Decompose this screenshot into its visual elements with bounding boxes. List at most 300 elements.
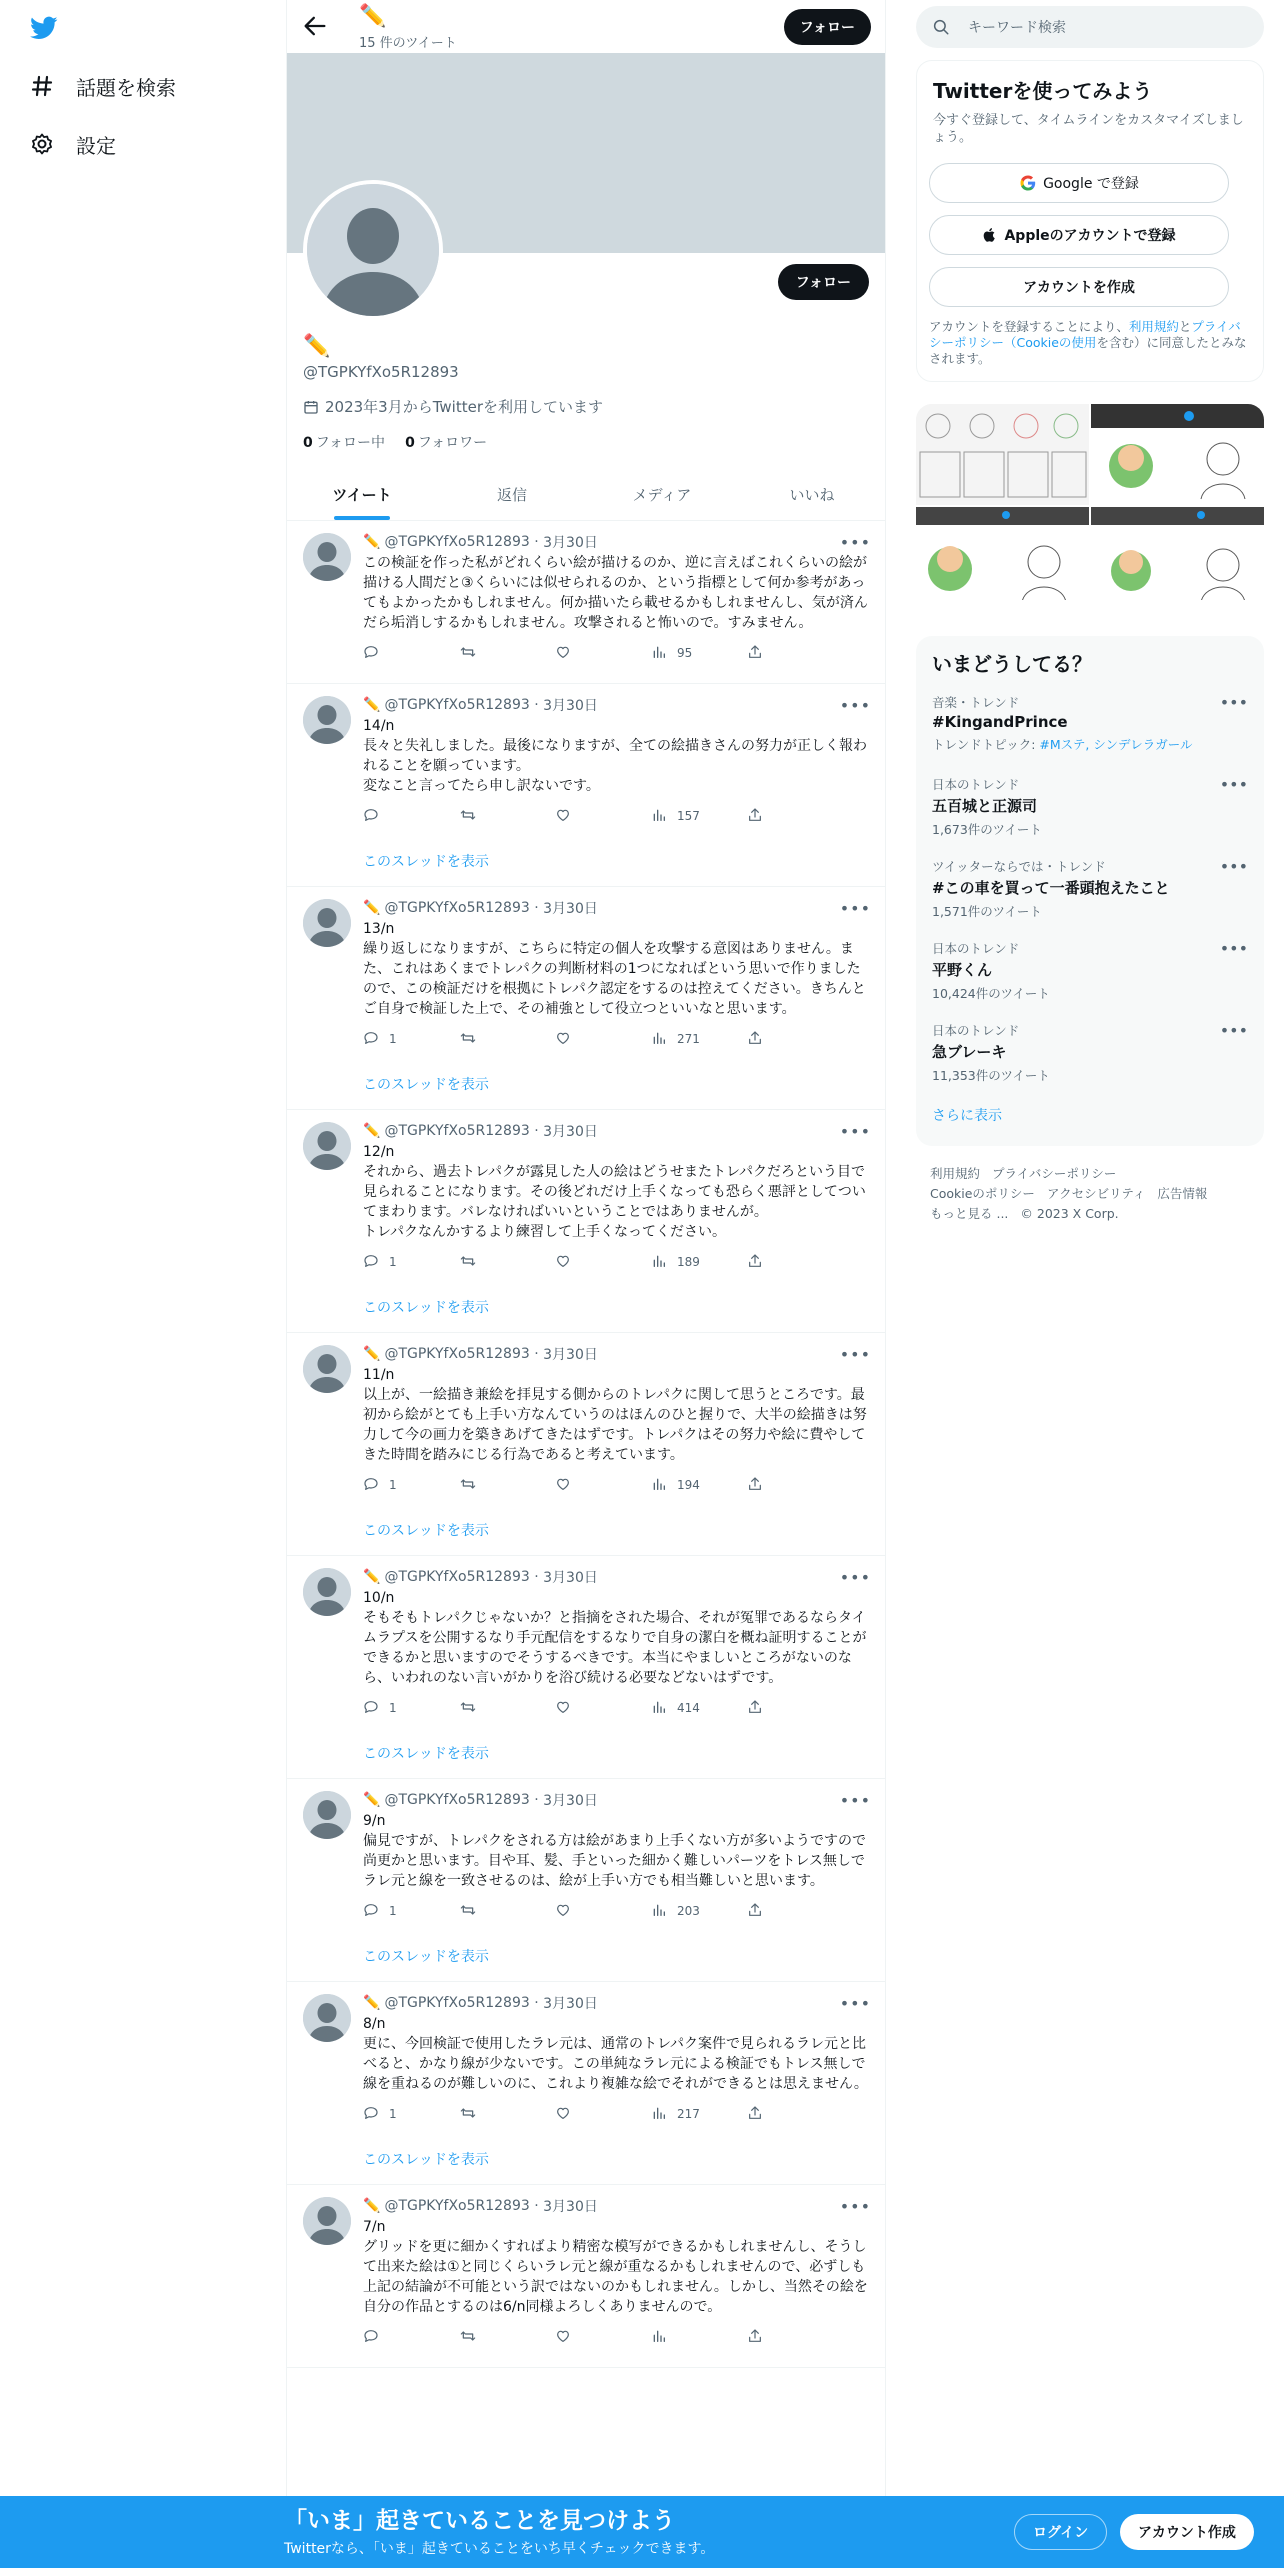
tweet[interactable] (287, 521, 886, 684)
media-thumbnail[interactable] (1091, 507, 1264, 600)
tweet[interactable] (287, 2185, 886, 2368)
tweet[interactable] (287, 887, 886, 1110)
trend-item[interactable] (932, 857, 1248, 939)
tweet-header (363, 897, 871, 919)
dot-separator: · (529, 1123, 544, 1139)
more-options-icon[interactable]: ••• (839, 2197, 871, 2216)
retweet-icon (459, 1699, 487, 1718)
profile-handle: @TGPKYfXo5R12893 (303, 363, 459, 381)
nav-item-settings[interactable] (28, 124, 116, 164)
more-options-icon[interactable]: ••• (839, 1791, 871, 1810)
tweet-avatar[interactable] (303, 1345, 351, 1393)
tweet-author-name[interactable]: ✏️ (363, 2198, 381, 2214)
following-label: フォロー中 (315, 435, 386, 451)
tweet-avatar[interactable] (303, 696, 351, 744)
share-button[interactable] (747, 1699, 843, 1718)
legal-text-2: と (1178, 319, 1192, 334)
trend-context: 日本のトレンド (932, 941, 1020, 956)
like-button[interactable] (555, 1030, 651, 1049)
terms-link[interactable]: 利用規約 (1128, 319, 1179, 334)
tweet-body (363, 1566, 871, 1778)
apple-signup-button[interactable] (929, 215, 1229, 255)
views-chart-icon (651, 1699, 677, 1718)
reply-button[interactable] (363, 2105, 459, 2124)
signup-legal-text (929, 319, 1249, 367)
reply-icon (363, 644, 389, 663)
retweet-icon (459, 807, 487, 826)
views-chart-icon (651, 2105, 677, 2124)
tweet-date[interactable]: 3月30日 (543, 1793, 598, 1809)
tweet-date[interactable]: 3月30日 (543, 2199, 598, 2215)
google-icon (1019, 174, 1037, 192)
tweet-actions (363, 1242, 871, 1282)
tweet-date[interactable]: 3月30日 (543, 535, 598, 551)
reply-icon (363, 2328, 389, 2347)
tweet[interactable] (287, 1333, 886, 1556)
google-signup-label: Google で登録 (1043, 176, 1139, 192)
trend-context: 音楽・トレンド (932, 695, 1020, 710)
tweet-text: 長々と失礼しました。最後になりますが、全ての絵描きさんの努力が正しく報われることを願っています。 変なこと言ってたら申し訳ないです。 (363, 738, 867, 794)
profile-follow-button[interactable]: フォロー (778, 264, 869, 300)
bottom-banner-title: 「いま」起きていることを見つけよう (284, 2508, 675, 2534)
tweet-header (363, 2195, 871, 2217)
main-column (286, 0, 886, 2568)
dot-separator: · (529, 1995, 544, 2011)
trend-sub-prefix: トレンドトピック: (932, 737, 1040, 752)
followers-count: 0 (405, 435, 415, 451)
bottom-banner-subtitle: Twitterなら、「いま」起きていることをいち早くチェックできます。 (284, 2541, 715, 2557)
trend-item[interactable] (932, 1021, 1248, 1103)
tweet-author-handle[interactable]: @TGPKYfXo5R12893 (384, 1123, 530, 1139)
header-follow-button[interactable]: フォロー (784, 9, 871, 45)
hashtag-icon (28, 72, 56, 100)
profile-name: ✏️ (303, 334, 331, 359)
dot-separator: · (529, 1792, 544, 1808)
more-options-icon[interactable]: ••• (1219, 857, 1248, 876)
trends-panel (916, 636, 1264, 1146)
tweet-date[interactable]: 3月30日 (543, 1996, 598, 2012)
nav-item-label: 話題を検索 (76, 75, 176, 100)
following-count: 0 (303, 435, 313, 451)
views-button[interactable] (651, 2105, 747, 2124)
gear-icon (28, 130, 56, 158)
trend-tweet-count: 1,673件のツイート (932, 822, 1042, 837)
reply-button[interactable] (363, 1476, 459, 1495)
footer-link[interactable]: アクセシビリティ (1046, 1186, 1146, 1201)
tweet-thread-number: 11/n (363, 1367, 395, 1383)
profile-avatar[interactable] (303, 180, 443, 320)
tweet-actions (363, 1688, 871, 1728)
tweet-actions (363, 2094, 871, 2134)
like-button[interactable] (555, 1902, 651, 1921)
trends-title: いまどうしてる？ (932, 652, 1092, 676)
tweet-header (363, 1343, 871, 1365)
trend-subtitle (932, 735, 1248, 753)
trend-name: 平野くん (932, 961, 993, 979)
retweet-icon (459, 1476, 487, 1495)
heart-icon (555, 1902, 581, 1921)
show-thread-link[interactable]: このスレッドを表示 (363, 2152, 489, 2168)
like-button[interactable] (555, 644, 651, 663)
apple-icon (982, 226, 998, 244)
reply-icon (363, 1253, 389, 1272)
search-box[interactable] (916, 6, 1264, 48)
views-button[interactable] (651, 1699, 747, 1718)
legal-text-3: を含む）に同意したとみなされます。 (929, 335, 1247, 366)
trend-tweet-count: 11,353件のツイート (932, 1068, 1050, 1083)
footer-link[interactable]: プライバシーポリシー (992, 1166, 1117, 1181)
tweet-body (363, 694, 871, 886)
tweet-actions (363, 796, 871, 836)
heart-icon (555, 1476, 581, 1495)
footer-links (930, 1164, 1260, 1224)
share-icon (747, 1253, 773, 1272)
tweet-header (363, 1789, 871, 1811)
views-button[interactable] (651, 807, 747, 826)
twitter-logo-icon[interactable] (28, 14, 60, 42)
tweet-thread-number: 12/n (363, 1144, 395, 1160)
tweet-author-name[interactable]: ✏️ (363, 1792, 381, 1808)
tweet-actions (363, 1019, 871, 1059)
heart-icon (555, 644, 581, 663)
retweet-icon (459, 644, 487, 663)
more-options-icon[interactable]: ••• (839, 1994, 871, 2013)
tweet-avatar[interactable] (303, 1994, 351, 2042)
heart-icon (555, 807, 581, 826)
tweet-date[interactable]: 3月30日 (543, 901, 598, 917)
reply-count: 1 (389, 1478, 397, 1492)
trend-item[interactable] (932, 775, 1248, 857)
tweet-author-handle[interactable]: @TGPKYfXo5R12893 (384, 1995, 530, 2011)
show-thread-link[interactable]: このスレッドを表示 (363, 854, 489, 870)
tweet-author-name[interactable]: ✏️ (363, 1123, 381, 1139)
retweet-icon (459, 2328, 487, 2347)
views-count: 95 (677, 646, 693, 660)
tweet-date[interactable]: 3月30日 (543, 1347, 598, 1363)
tweet-text: グリッドを更に細かくすればより精密な模写ができるかもしれませんし、そうして出来た絵は①と同じくらいラレ元と線が重なるかもしれませんので、必ずしも上記の結論が不可能という訳ではないのかもしれません。しかし、当然その絵を自分の作品とするのは6/n同様よろしくありませんので。 (363, 2239, 868, 2315)
tweet-avatar[interactable] (303, 1568, 351, 1616)
reply-icon (363, 2105, 389, 2124)
tweet-thread-number: 9/n (363, 1813, 386, 1829)
more-options-icon[interactable]: ••• (1219, 775, 1248, 794)
share-button[interactable] (747, 644, 843, 663)
tweet-author-name[interactable]: ✏️ (363, 1995, 381, 2011)
tweet-thread-number: 14/n (363, 718, 395, 734)
trend-name: #この車を買って一番頭抱えたこと (932, 879, 1170, 897)
tweet-author-name[interactable]: ✏️ (363, 1569, 381, 1585)
trends-list (932, 693, 1248, 1103)
reply-icon (363, 807, 389, 826)
tweet-avatar[interactable] (303, 2197, 351, 2245)
tweet-text: この検証を作った私がどれくらい絵が描けるのか、逆に言えばこれくらいの絵が描ける人間だと③くらいには似せられるのか、という指標として何か参考があってもよかったかもしれません。何か描いたら載せるかもしれませんし、気が済んだら垢消しするかもしれません。攻撃されると怖いので。すみません。 (363, 555, 868, 631)
views-chart-icon (651, 644, 677, 663)
retweet-icon (459, 2105, 487, 2124)
footer-link[interactable]: 利用規約 (930, 1166, 981, 1181)
share-button[interactable] (747, 1253, 843, 1272)
media-thumbnail[interactable] (916, 507, 1089, 600)
tweet-author-handle[interactable]: @TGPKYfXo5R12893 (384, 2198, 530, 2214)
views-button[interactable] (651, 1030, 747, 1049)
more-options-icon[interactable]: ••• (1219, 1021, 1248, 1040)
heart-icon (555, 1699, 581, 1718)
more-options-icon[interactable]: ••• (1219, 939, 1248, 958)
views-chart-icon (651, 1030, 677, 1049)
tweet-thread-number: 7/n (363, 2219, 386, 2235)
tab-tweets[interactable]: ツイート (287, 468, 437, 520)
tweet-date[interactable]: 3月30日 (543, 1124, 598, 1140)
like-button[interactable] (555, 1253, 651, 1272)
more-options-icon[interactable]: ••• (839, 696, 871, 715)
reply-icon (363, 1699, 389, 1718)
create-account-button[interactable]: アカウントを作成 (929, 267, 1229, 307)
share-button[interactable] (747, 1902, 843, 1921)
tweet-avatar[interactable] (303, 533, 351, 581)
tweet-text: それから、過去トレパクが露見した人の絵はどうせまたトレパクだろという目で見られることになります。その後どれだけ上手くなっても恐らく悪評としてついてまわります。バレなければいいということではありませんが。 トレパクなんかするより練習して上手くなってください。 (363, 1164, 866, 1240)
trend-name: 急ブレーキ (932, 1043, 1007, 1061)
footer-more-link[interactable]: もっと見る ... (930, 1206, 1009, 1221)
trend-topic-link[interactable]: #Mステ, シンデレラガール (1039, 737, 1193, 752)
reply-icon (363, 1030, 389, 1049)
views-button[interactable] (651, 1253, 747, 1272)
nav-item-label: 設定 (76, 133, 116, 158)
views-button[interactable] (651, 644, 747, 663)
header-profile-name: ✏️ (359, 4, 387, 29)
views-count: 203 (677, 1904, 700, 1918)
reply-button[interactable] (363, 644, 459, 663)
tweet-author-handle[interactable]: @TGPKYfXo5R12893 (384, 534, 530, 550)
heart-icon (555, 1253, 581, 1272)
reply-count: 1 (389, 2107, 397, 2121)
views-button[interactable] (651, 1476, 747, 1495)
show-thread-link[interactable]: このスレッドを表示 (363, 1300, 489, 1316)
views-count: 217 (677, 2107, 700, 2121)
views-button[interactable] (651, 1902, 747, 1921)
trend-name: #KingandPrince (932, 713, 1068, 731)
share-icon (747, 2328, 773, 2347)
tweet-header (363, 694, 871, 716)
dot-separator: · (529, 2198, 544, 2214)
tweet-author-handle[interactable]: @TGPKYfXo5R12893 (384, 1792, 530, 1808)
tweet[interactable] (287, 1110, 886, 1333)
views-chart-icon (651, 807, 677, 826)
media-thumbnail[interactable] (1091, 404, 1264, 505)
trend-subtitle (932, 984, 1248, 1002)
dot-separator: · (529, 1346, 544, 1362)
tweet-list (287, 521, 886, 2368)
legal-text-1: アカウントを登録することにより、 (929, 319, 1129, 334)
share-icon (747, 1902, 773, 1921)
tweet-author-name[interactable]: ✏️ (363, 697, 381, 713)
more-options-icon[interactable]: ••• (839, 1568, 871, 1587)
show-thread-link[interactable]: このスレッドを表示 (363, 1949, 489, 1965)
tweet-author-handle[interactable]: @TGPKYfXo5R12893 (384, 900, 530, 916)
tweet-actions (363, 1891, 871, 1931)
tweet-body (363, 1343, 871, 1555)
tab-likes[interactable]: いいね (789, 485, 835, 504)
tweet-author-handle[interactable]: @TGPKYfXo5R12893 (384, 697, 530, 713)
trend-subtitle (932, 902, 1248, 920)
retweet-button[interactable] (459, 1253, 555, 1272)
views-chart-icon (651, 1476, 677, 1495)
views-button[interactable] (651, 2328, 747, 2347)
reply-button[interactable] (363, 2328, 459, 2347)
views-count: 194 (677, 1478, 700, 1492)
trend-context: 日本のトレンド (932, 777, 1020, 792)
tab-media[interactable]: メディア (632, 485, 692, 504)
google-signup-button[interactable] (929, 163, 1229, 203)
tweet-thread-number: 10/n (363, 1590, 395, 1606)
reply-icon (363, 1902, 389, 1921)
share-icon (747, 1699, 773, 1718)
trend-item[interactable] (932, 939, 1248, 1021)
like-button[interactable] (555, 807, 651, 826)
share-button[interactable] (747, 1030, 843, 1049)
tweet-avatar[interactable] (303, 899, 351, 947)
nav-item-explore[interactable] (28, 66, 176, 106)
trends-show-more-link[interactable]: さらに表示 (932, 1108, 1002, 1124)
share-icon (747, 807, 773, 826)
share-button[interactable] (747, 2328, 843, 2347)
retweet-icon (459, 1030, 487, 1049)
reply-button[interactable] (363, 807, 459, 826)
media-grid (916, 404, 1264, 600)
share-button[interactable] (747, 807, 843, 826)
like-button[interactable] (555, 1476, 651, 1495)
dot-separator: · (529, 1569, 544, 1585)
privacy-link[interactable]: プライバシーポリシー（Cookieの使用 (929, 319, 1241, 350)
retweet-button[interactable] (459, 1476, 555, 1495)
trend-context: 日本のトレンド (932, 1023, 1020, 1038)
share-button[interactable] (747, 2105, 843, 2124)
tweet-author-name[interactable]: ✏️ (363, 1346, 381, 1362)
share-icon (747, 2105, 773, 2124)
dot-separator: · (529, 697, 544, 713)
show-thread-link[interactable]: このスレッドを表示 (363, 1077, 489, 1093)
views-count: 189 (677, 1255, 700, 1269)
copyright: © 2023 X Corp. (1020, 1206, 1119, 1221)
tweet-body (363, 897, 871, 1109)
views-count: 414 (677, 1701, 700, 1715)
trend-subtitle (932, 820, 1248, 838)
tweet-actions (363, 2317, 871, 2357)
header-tweet-count: 15 件のツイート (359, 36, 457, 51)
footer-link[interactable]: Cookieのポリシー (930, 1186, 1035, 1201)
reply-count: 1 (389, 1255, 397, 1269)
more-options-icon[interactable]: ••• (839, 1122, 871, 1141)
like-button[interactable] (555, 1699, 651, 1718)
calendar-icon (303, 399, 319, 415)
retweet-button[interactable] (459, 807, 555, 826)
tweet-actions (363, 1465, 871, 1505)
tweet-thread-number: 8/n (363, 2016, 386, 2032)
tweet-avatar[interactable] (303, 1791, 351, 1839)
reply-count: 1 (389, 1032, 397, 1046)
reply-button[interactable] (363, 1253, 459, 1272)
tweet-author-name[interactable]: ✏️ (363, 900, 381, 916)
login-button[interactable]: ログイン (1014, 2514, 1107, 2550)
joined-text: 2023年3月からTwitterを利用しています (325, 398, 603, 416)
more-options-icon[interactable]: ••• (1219, 693, 1248, 712)
tweet-actions (363, 633, 871, 673)
share-button[interactable] (747, 1476, 843, 1495)
retweet-button[interactable] (459, 1699, 555, 1718)
reply-count: 1 (389, 1904, 397, 1918)
reply-button[interactable] (363, 1902, 459, 1921)
tweet[interactable] (287, 1779, 886, 1982)
tweet-body (363, 2195, 871, 2367)
views-chart-icon (651, 1253, 677, 1272)
tweet-text: そもそもトレパクじゃないか？と指摘をされた場合、それが冤罪であるならタイムラプスを公開するなり手元配信をするなりで自身の潔白を概ね証明することができるかと思いますのでそうするべきです。本当にやましいところがないのなら、いわれのない言いがかりを浴び続ける必要などないはずです。 (363, 1610, 867, 1686)
tweet-date[interactable]: 3月30日 (543, 1570, 598, 1586)
tweet-text: 繰り返しになりますが、こちらに特定の個人を攻撃する意図はありません。また、これはあくまでトレパクの判断材料の1つになればという思いで作りましたので、この検証だけを根拠にトレパク認定をするのは控えてください。きちんとご自身で検証した上で、その補強として役立つといいなと思います。 (363, 941, 866, 1017)
tweet-avatar[interactable] (303, 1122, 351, 1170)
more-options-icon[interactable]: ••• (839, 533, 871, 552)
tweet-date[interactable]: 3月30日 (543, 698, 598, 714)
tweet-header (363, 1566, 871, 1588)
tweet-body (363, 1992, 871, 2184)
retweet-icon (459, 1902, 487, 1921)
tweet-text: 偏見ですが、トレパクをされる方は絵があまり上手くない方が多いようですので尚更かと思います。目や耳、髪、手といった細かく難しいパーツをトレス無しでラレ元と線を一致させるのは、絵が上手い方でも相当難しいと思います。 (363, 1833, 867, 1889)
like-button[interactable] (555, 2328, 651, 2347)
tweet[interactable] (287, 1982, 886, 2185)
tab-replies[interactable]: 返信 (496, 485, 527, 504)
retweet-button[interactable] (459, 2105, 555, 2124)
following-link[interactable] (303, 432, 385, 452)
apple-signup-label: Appleのアカウントで登録 (1004, 228, 1176, 244)
back-arrow-icon[interactable] (301, 12, 329, 40)
retweet-button[interactable] (459, 2328, 555, 2347)
footer-link[interactable]: 広告情報 (1157, 1186, 1208, 1201)
media-thumbnail[interactable] (916, 404, 1089, 505)
dot-separator: · (529, 900, 544, 916)
tweet-text: 更に、今回検証で使用したラレ元は、通常のトレパク案件で見られるラレ元と比べると、かなり線が少ないです。この単純なラレ元による検証でもトレス無しで線を重ねるのが難しいのに、これより複雑な絵でそれができるとは思えません。 (363, 2036, 868, 2092)
follow-stats (303, 432, 487, 452)
like-button[interactable] (555, 2105, 651, 2124)
tweet-thread-number: 13/n (363, 921, 395, 937)
more-options-icon[interactable]: ••• (839, 899, 871, 918)
signup-button[interactable]: アカウント作成 (1120, 2514, 1254, 2550)
followers-link[interactable] (405, 432, 487, 452)
signup-subtitle: 今すぐ登録して、タイムラインをカスタマイズしましょう。 (933, 113, 1244, 145)
reply-button[interactable] (363, 1030, 459, 1049)
retweet-button[interactable] (459, 1902, 555, 1921)
retweet-icon (459, 1253, 487, 1272)
search-icon (932, 18, 950, 36)
tweet-author-handle[interactable]: @TGPKYfXo5R12893 (384, 1346, 530, 1362)
views-count: 157 (677, 809, 700, 823)
trend-item[interactable] (932, 693, 1248, 775)
show-thread-link[interactable]: このスレッドを表示 (363, 1746, 489, 1762)
show-thread-link[interactable]: このスレッドを表示 (363, 1523, 489, 1539)
retweet-button[interactable] (459, 1030, 555, 1049)
retweet-button[interactable] (459, 644, 555, 663)
tweet-author-name[interactable]: ✏️ (363, 534, 381, 550)
share-icon (747, 1030, 773, 1049)
views-count: 271 (677, 1032, 700, 1046)
tweet-author-handle[interactable]: @TGPKYfXo5R12893 (384, 1569, 530, 1585)
tweet-text: 以上が、一絵描き兼絵を拝見する側からのトレパクに関して思うところです。最初から絵がとても上手い方なんていうのはほんのひと握りで、大半の絵描きは努力して今の画力を築きあげてきたはずです。トレパクはその努力や絵に費やしてきた時間を踏みにじる行為であると考えています。 (363, 1387, 867, 1463)
reply-count: 1 (389, 1701, 397, 1715)
more-options-icon[interactable]: ••• (839, 1345, 871, 1364)
trend-name: 五百城と正源司 (932, 797, 1038, 815)
share-icon (747, 644, 773, 663)
reply-icon (363, 1476, 389, 1495)
trend-subtitle (932, 1066, 1248, 1084)
reply-button[interactable] (363, 1699, 459, 1718)
tweet[interactable] (287, 684, 886, 887)
tweet[interactable] (287, 1556, 886, 1779)
heart-icon (555, 2328, 581, 2347)
